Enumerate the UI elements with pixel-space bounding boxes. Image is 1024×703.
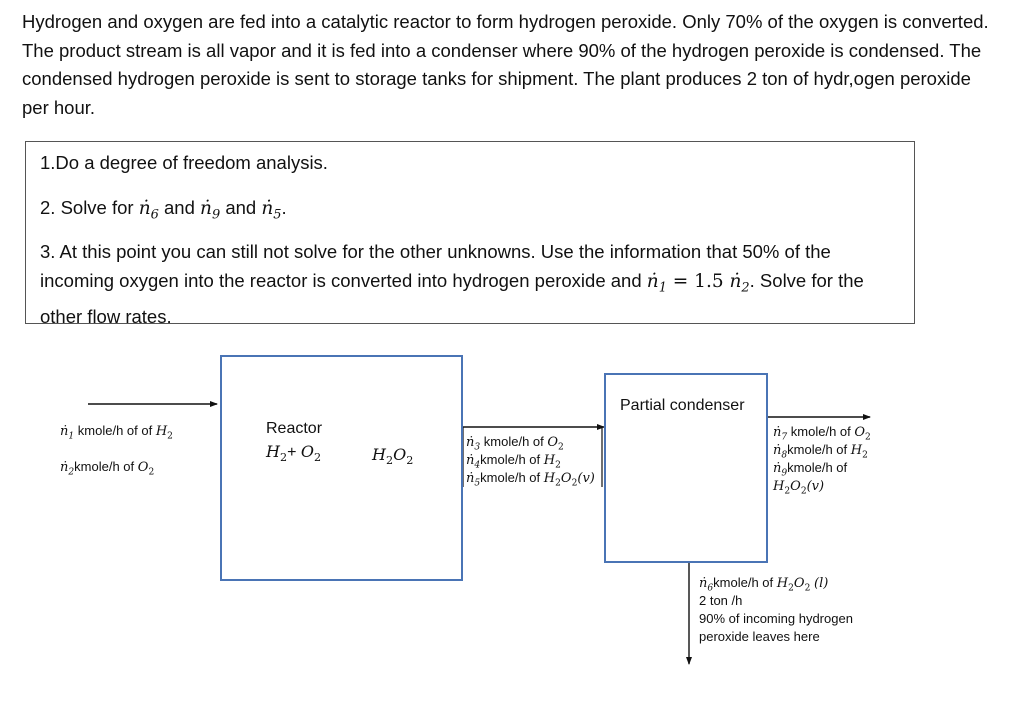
stream-4-label: ṅ$_4$kmole/h of $H_2$ [466, 452, 561, 471]
q2-and-2: and [220, 197, 262, 218]
reactor-block [220, 355, 463, 581]
stream-6-label: ṅ$_6$kmole/h of $H_2O_2$ (l) [699, 575, 829, 594]
q3-text-a: 3. At this point you can still not solve for the other unknowns. Use the information that 50% of the incoming oxygen into the reactor is converted into hydrogen peroxide and [40, 241, 831, 291]
problem-intro: Hydrogen and oxygen are fed into a catalytic reactor to form hydrogen peroxide. Only 70% of the oxygen is converted. The product stream is all vapor and it is fed into a condenser where 90% of the hydrogen peroxide is condensed. The condensed hydrogen peroxide is sent to storage tanks for shipment. The plant produces 2 ton of hydr,ogen peroxide per hour. [22, 11, 989, 118]
n9-symbol: ṅ$_9$ [200, 198, 221, 223]
stream-6-rate: 2 ton /h [699, 593, 743, 608]
stream-5-label: ṅ$_5$kmole/h of $H_2O_2(v)$ [466, 470, 595, 489]
stream-9-label: ṅ$_9$kmole/h of [773, 460, 848, 479]
stream-6-note-1: 90% of incoming hydrogen [699, 611, 853, 626]
q2-end: . [281, 197, 287, 218]
q2-and-1: and [158, 197, 201, 218]
stream-3-label: ṅ$_3$ kmole/h of $O_2$ [466, 434, 564, 453]
q2-prefix: 2. Solve for [40, 197, 139, 218]
stream-6-note-2: peroxide leaves here [699, 629, 820, 644]
n5-symbol: ṅ$_5$ [261, 198, 282, 223]
stream-9-species: $H_2O_2(v)$ [773, 479, 825, 497]
n1-symbol: ṅ$_1$ [646, 270, 667, 296]
n2-symbol: ṅ$_2$ [729, 270, 750, 296]
n6-symbol: ṅ$_6$ [138, 198, 159, 223]
stream-7-label: ṅ$_7$ kmole/h of $O_2$ [773, 424, 871, 443]
q3-equation: = 1.5 [666, 270, 730, 292]
reactor-reactants: $H_2+ O_2$ [266, 442, 322, 465]
reactor-product: $H_2O_2$ [372, 445, 414, 468]
condenser-title: Partial condenser [620, 397, 745, 414]
feed-stream-2-label: ṅ$_2$kmole/h of $O_2$ [60, 459, 155, 478]
feed-stream-1-label: ṅ$_1$ kmole/h of of $H_2$ [60, 423, 173, 442]
question-1: 1.Do a degree of freedom analysis. [40, 152, 328, 173]
stream-8-label: ṅ$_8$kmole/h of $H_2$ [773, 442, 868, 461]
q3-text-b: . Solve for the other flow rates. [40, 269, 864, 327]
reactor-title: Reactor [266, 420, 323, 437]
